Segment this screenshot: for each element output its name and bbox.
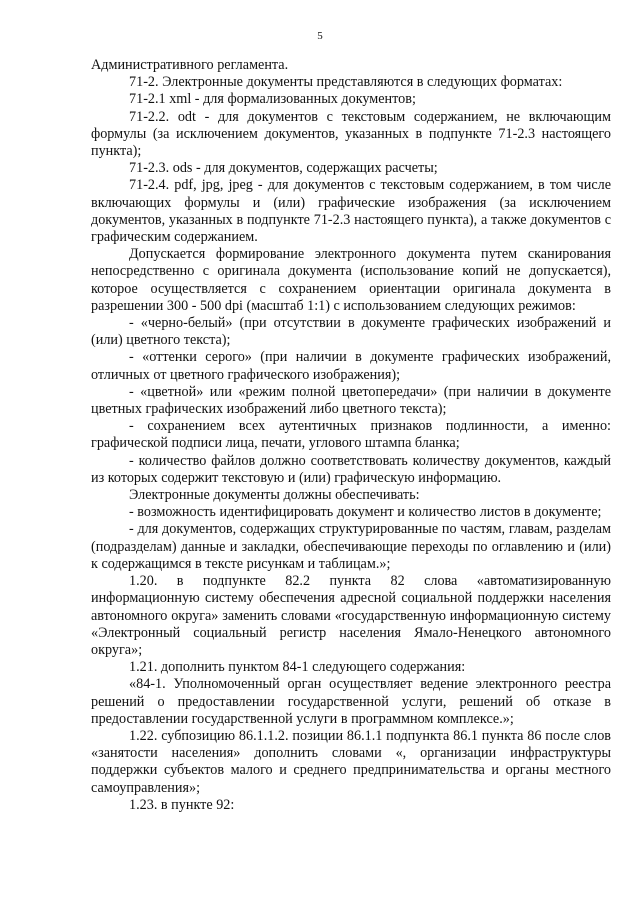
paragraph: - «цветной» или «режим полной цветопередачи» (при наличии в документе цветных графических изображений либо цветного текста); — [91, 383, 611, 418]
paragraph: 71-2.3. ods - для документов, содержащих расчеты; — [129, 160, 438, 177]
paragraph: 71-2.4. pdf, jpg, jpeg - для документов с текстовым содержанием, в том числе включающих формулы и (или) графические изображения (за исключением документов, указанных в подпункте 71-2.3 настоящего пункта), а также документов с графическим содержанием. — [91, 177, 611, 246]
paragraph: - «черно-белый» (при отсутствии в документе графических изображений и (или) цветного текста); — [91, 315, 611, 349]
paragraph: Допускается формирование электронного документа путем сканирования непосредственно с оригинала документа (использование копий не допускается), которое осуществляется с сохранением ориентации оригинала документа в разрешении 300 - 500 dpi (масштаб 1:1) с использованием следующих режимов: — [91, 246, 611, 314]
paragraph: - сохранением всех аутентичных признаков подлинности, а именно: графической подписи лица, печати, углового штампа бланка; — [91, 418, 611, 452]
paragraph: 71-2.1 xml - для формализованных документов; — [129, 91, 416, 108]
page-number: 5 — [317, 30, 323, 42]
paragraph: 1.21. дополнить пунктом 84-1 следующего содержания: — [129, 659, 466, 676]
paragraph: - «оттенки серого» (при наличии в документе графических изображений, отличных от цветного графического изображения); — [91, 349, 611, 383]
paragraph: 1.22. субпозицию 86.1.1.2. позиции 86.1.1 подпункта 86.1 пункта 86 после слов «занятости населения» дополнить словами «, организации инфраструктуры поддержки субъектов малого и среднего предпринимательства и органы местного самоуправления»; — [91, 727, 611, 796]
paragraph: 1.23. в пункте 92: — [129, 796, 235, 813]
paragraph: 1.20. в подпункте 82.2 пункта 82 слова «автоматизированную информационную систему обеспечения адресной социальной поддержки населения автономного округа» заменить словами «государственную информационную систему «Электронный социальный регистр населения Ямало-Ненецкого автономного округа»; — [91, 573, 611, 658]
paragraph: Электронные документы должны обеспечивать: — [129, 487, 420, 504]
document-body — [91, 57, 611, 814]
paragraph: «84-1. Уполномоченный орган осуществляет ведение электронного реестра решений о предоставлении государственной услуги, решений об отказе в предоставлении государственной услуги в программном комплексе.»; — [91, 676, 611, 727]
paragraph: - возможность идентифицировать документ и количество листов в документе; — [129, 504, 602, 521]
paragraph: - для документов, содержащих структурированные по частям, главам, разделам (подразделам) данные и закладки, обеспечивающие переходы по оглавлению и (или) к содержащимся в тексте рисункам и таблицам.»; — [91, 521, 611, 572]
paragraph: - количество файлов должно соответствовать количеству документов, каждый из которых содержит текстовую и (или) графическую информацию. — [91, 452, 611, 486]
paragraph: Административного регламента. — [91, 57, 289, 73]
paragraph: 71-2.2. odt - для документов с текстовым содержанием, не включающим формулы (за исключением документов, указанных в подпункте 71-2.3 настоящего пункта); — [91, 108, 611, 160]
paragraph: 71-2. Электронные документы представляются в следующих форматах: — [129, 74, 563, 91]
